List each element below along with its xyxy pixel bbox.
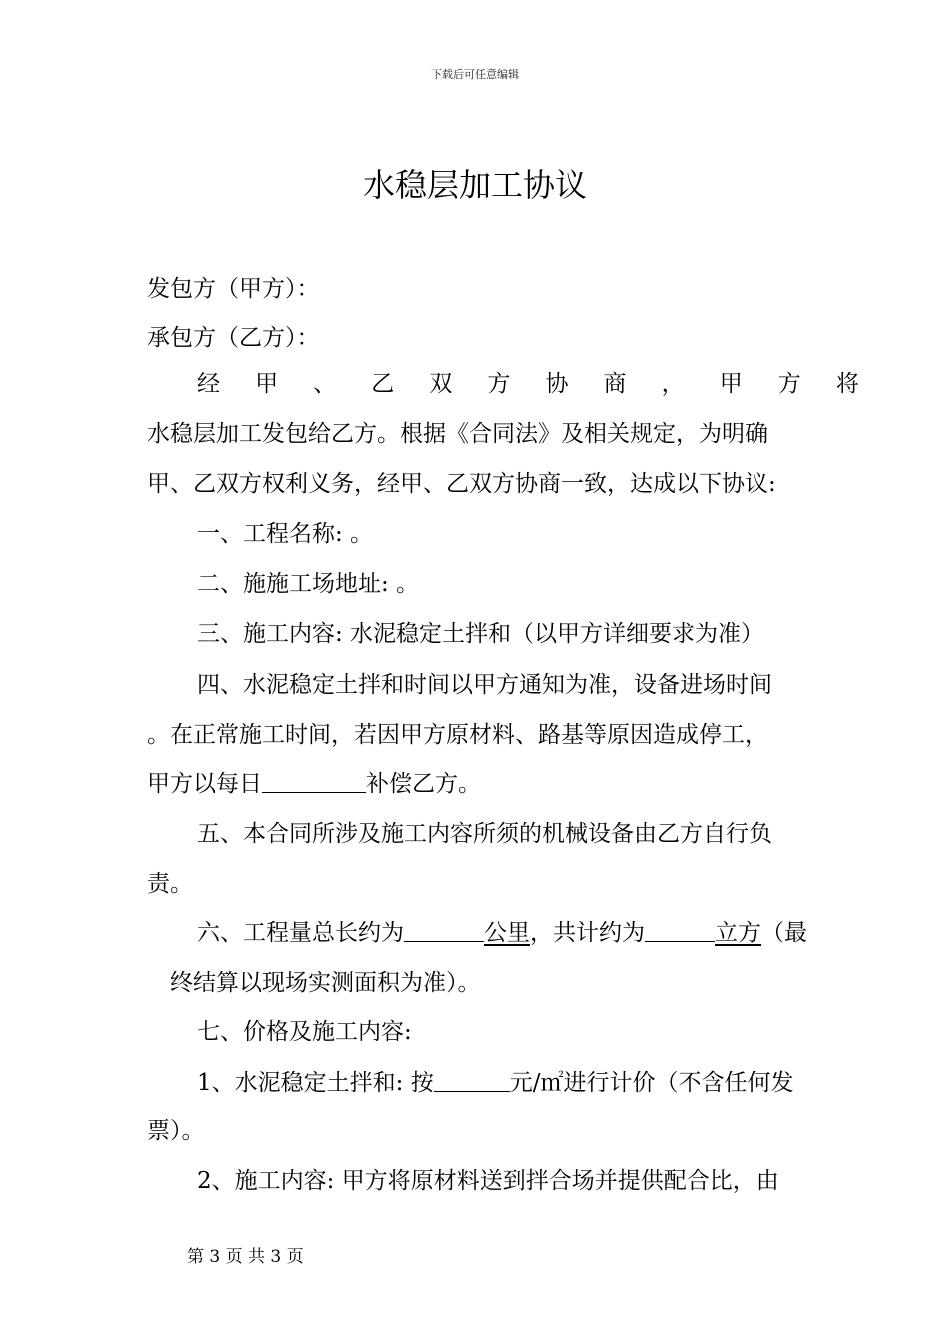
clause-4-text-a: 甲方以每日 bbox=[147, 771, 262, 797]
intro-char: ， bbox=[661, 371, 685, 397]
clause-4-line-3 bbox=[147, 767, 859, 801]
volume-blank bbox=[645, 917, 715, 942]
intro-char: 将 bbox=[835, 371, 859, 397]
intro-char: 双 bbox=[429, 371, 453, 397]
clause-6-text-a: 六、工程量总长约为 bbox=[197, 920, 404, 946]
clause-7: 七、价格及施工内容: bbox=[197, 1019, 412, 1045]
intro-char: 方 bbox=[777, 371, 801, 397]
document-title: 水稳层加工协议 bbox=[362, 166, 587, 204]
length-blank bbox=[404, 917, 484, 942]
item-1-line-1 bbox=[197, 1066, 859, 1100]
price-blank bbox=[434, 1067, 510, 1092]
clause-4-line-2: 。在正常施工时间，若因甲方原材料、路基等原因造成停工， bbox=[147, 722, 768, 748]
clause-3: 三、施工内容: 水泥稳定土拌和（以甲方详细要求为准） bbox=[197, 621, 765, 647]
intro-line-1 bbox=[197, 367, 859, 401]
intro-char: 、 bbox=[313, 371, 337, 397]
intro-char: 协 bbox=[545, 371, 569, 397]
clause-2: 二、施施工场地址: 。 bbox=[197, 571, 420, 597]
intro-char: 乙 bbox=[371, 371, 395, 397]
intro-line-2: 水稳层加工发包给乙方。根据《合同法》及相关规定，为明确 bbox=[147, 421, 768, 447]
party-b-label: 承包方（乙方）： bbox=[147, 325, 320, 351]
clause-6-line-1 bbox=[197, 916, 859, 950]
clause-6-line-2: 终结算以现场实测面积为准）。 bbox=[170, 970, 481, 996]
page-footer: 第 3 页 共 3 页 bbox=[187, 1247, 304, 1267]
item-1-line-2: 票）。 bbox=[147, 1118, 205, 1144]
intro-line-3: 甲、乙双方权利义务，经甲、乙双方协商一致，达成以下协议: bbox=[147, 471, 776, 497]
price-unit: 元/㎡ bbox=[509, 1070, 564, 1096]
length-unit: 公里 bbox=[484, 920, 530, 946]
clause-5-line-2: 责。 bbox=[147, 871, 193, 897]
clause-4-text-b: 补偿乙方。 bbox=[366, 771, 481, 797]
clause-1: 一、工程名称: 。 bbox=[197, 521, 374, 547]
intro-char: 甲 bbox=[719, 371, 743, 397]
clause-4-line-1: 四、水泥稳定土拌和时间以甲方通知为准，设备进场时间 bbox=[197, 672, 772, 698]
party-a-label: 发包方（甲方）： bbox=[147, 276, 320, 302]
item-1-text-b: 进行计价（不含任何发 bbox=[563, 1070, 794, 1096]
clause-6-text-c: （最 bbox=[761, 920, 807, 946]
clause-5-line-1: 五、本合同所涉及施工内容所须的机械设备由乙方自行负 bbox=[197, 821, 772, 847]
compensation-blank bbox=[262, 768, 366, 793]
intro-char: 甲 bbox=[255, 371, 279, 397]
item-2: 2、施工内容: 甲方将原材料送到拌合场并提供配合比，由 bbox=[197, 1168, 779, 1194]
volume-unit: 立方 bbox=[715, 920, 761, 946]
intro-char: 经 bbox=[197, 371, 220, 397]
clause-6-text-b: ，共计约为 bbox=[530, 920, 645, 946]
header-note: 下载后可任意编辑 bbox=[431, 68, 519, 81]
intro-char: 商 bbox=[603, 371, 627, 397]
intro-char: 方 bbox=[487, 371, 511, 397]
item-1-text-a: 1、水泥稳定土拌和: 按 bbox=[197, 1070, 434, 1096]
